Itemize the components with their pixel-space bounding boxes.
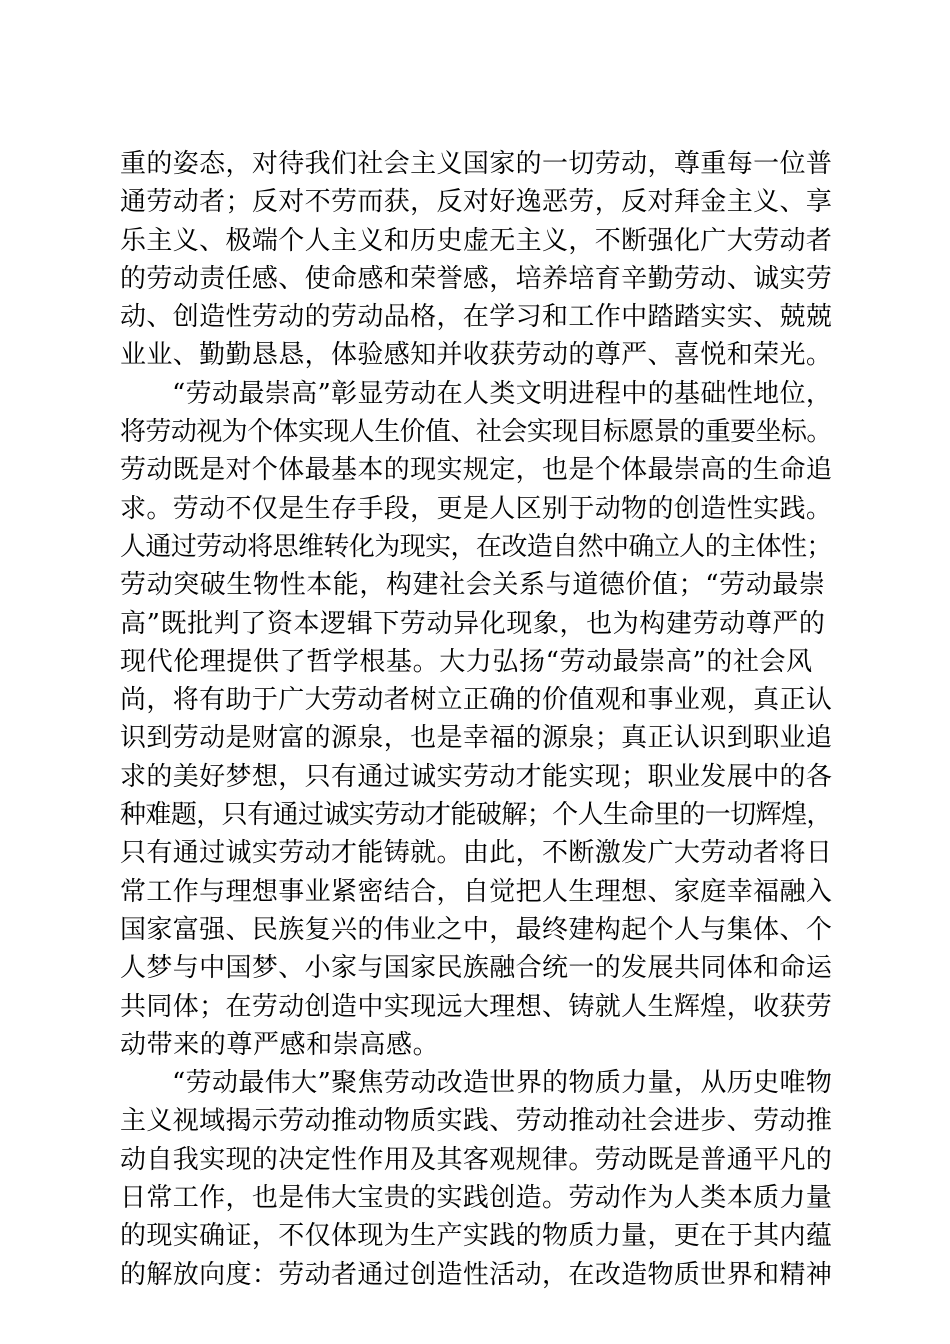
text-line: 动自我实现的决定性作用及其客观规律。劳动既是普通平凡的 [120,1144,833,1175]
paragraph-first-line: “劳动最伟大”聚焦劳动改造世界的物质力量，从历史唯物 [172,1068,833,1099]
text-line: 的劳动责任感、使命感和荣誉感，培养培育辛勤劳动、诚实劳 [120,263,833,294]
text-line: 国家富强、民族复兴的伟业之中，最终建构起个人与集体、个 [120,914,833,945]
text-line: 业业、勤勤恳恳，体验感知并收获劳动的尊严、喜悦和荣光。 [120,340,833,371]
text-line: 共同体；在劳动创造中实现远大理想、铸就人生辉煌，收获劳 [120,991,833,1022]
text-line: 尚，将有助于广大劳动者树立正确的价值观和事业观，真正认 [120,685,833,716]
body-text [120,145,833,1294]
text-line: 的现实确证，不仅体现为生产实践的物质力量，更在于其内蕴 [120,1221,833,1252]
text-line: 通劳动者；反对不劳而获，反对好逸恶劳，反对拜金主义、享 [120,187,833,218]
text-line: 求。劳动不仅是生存手段，更是人区别于动物的创造性实践。 [120,493,833,524]
paragraph-first-line: “劳动最崇高”彰显劳动在人类文明进程中的基础性地位， [172,378,833,409]
text-line: 将劳动视为个体实现人生价值、社会实现目标愿景的重要坐标。 [120,417,832,448]
text-line: 人梦与中国梦、小家与国家民族融合统一的发展共同体和命运 [120,953,833,984]
text-line: 动、创造性劳动的劳动品格，在学习和工作中踏踏实实、兢兢 [120,302,833,333]
text-line: 种难题，只有通过诚实劳动才能破解；个人生命里的一切辉煌， [120,800,832,831]
text-line: 高”既批判了资本逻辑下劳动异化现象，也为构建劳动尊严的 [120,608,826,639]
text-line: 动带来的尊严感和崇高感。 [120,1029,440,1060]
text-line: 主义视域揭示劳动推动物质实践、劳动推动社会进步、劳动推 [120,1106,833,1137]
text-line: 劳动既是对个体最基本的现实规定，也是个体最崇高的生命追 [120,455,833,486]
text-line: 现代伦理提供了哲学根基。大力弘扬“劳动最崇高”的社会风 [120,646,813,677]
text-line: 求的美好梦想，只有通过诚实劳动才能实现；职业发展中的各 [120,761,833,792]
text-line: 常工作与理想事业紧密结合，自觉把人生理想、家庭幸福融入 [120,876,833,907]
text-line: 识到劳动是财富的源泉，也是幸福的源泉；真正认识到职业追 [120,723,833,754]
text-line: 人通过劳动将思维转化为现实，在改造自然中确立人的主体性； [120,531,832,562]
text-line: 只有通过诚实劳动才能铸就。由此，不断激发广大劳动者将日 [120,838,833,869]
text-line: 重的姿态，对待我们社会主义国家的一切劳动，尊重每一位普 [120,149,833,179]
text-line: 日常工作，也是伟大宝贵的实践创造。劳动作为人类本质力量 [120,1183,833,1214]
text-line: 劳动突破生物性本能，构建社会关系与道德价值；“劳动最崇 [120,570,826,601]
text-line: 的解放向度：劳动者通过创造性活动，在改造物质世界和精神 [120,1259,833,1290]
text-line: 乐主义、极端个人主义和历史虚无主义，不断强化广大劳动者 [120,225,833,256]
